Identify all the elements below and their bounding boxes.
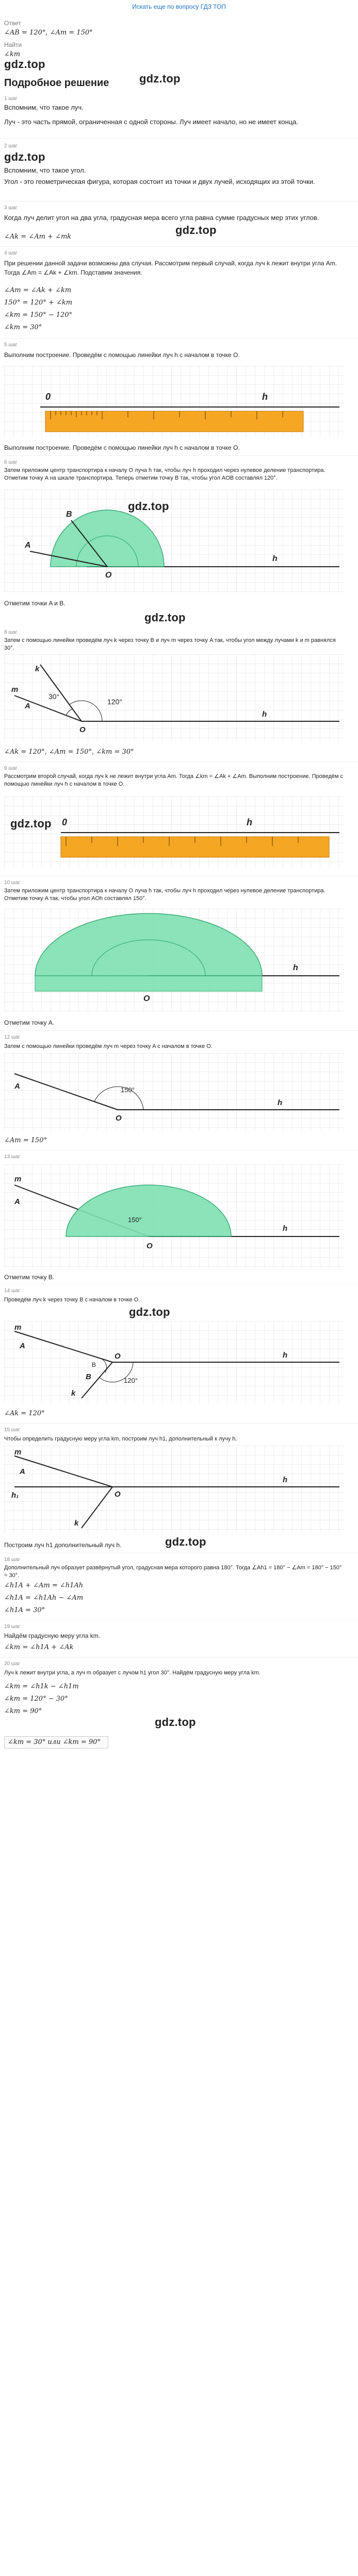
formula: ∠km = ∠h1A + ∠Ak [4, 1643, 74, 1651]
formula: ∠h1A + ∠Am = ∠h1Ah [4, 1582, 84, 1589]
related-questions-link[interactable]: Искать еще по вопросу ГДЗ ТОП [132, 3, 226, 10]
point-o-label: O [116, 1114, 122, 1123]
ray-h-label: h [283, 1476, 288, 1484]
point-b-label: B [66, 510, 72, 519]
watermark: gdz.top [175, 224, 217, 236]
step-text: Затем с помощью линейки проведём луч m через точку A с началом в точке O. [4, 1043, 213, 1049]
find-label: Найти [4, 41, 22, 48]
step-number: 15 шаг [4, 1427, 21, 1433]
point-a-label: A [14, 1197, 20, 1206]
step-number: 3 шаг [4, 205, 18, 211]
ray-h-label: h [262, 392, 268, 402]
point-b-label: B [86, 1372, 91, 1381]
point-o-label: O [143, 994, 150, 1003]
ray-k-label: k [71, 1389, 76, 1398]
point-o-label: O [147, 1242, 153, 1250]
step-text: Когда луч делит угол на два угла, градусная мера всего угла равна сумме градусных мер этих углов. [4, 214, 319, 222]
formula: 150° = 120° + ∠km [4, 299, 73, 307]
watermark: gdz.top [144, 611, 186, 624]
step-number: 10 шаг [4, 880, 21, 886]
step-text: Вспомним, что такое луч. [4, 104, 84, 111]
ray-h-label: h [293, 963, 298, 972]
step-text: Проведём луч k через точку B с началом в точке O. [4, 1297, 140, 1303]
step-text: Угол - это геометрическая фигура, которая состоит из точки и двух лучей, исходящих из этой точки. [4, 178, 315, 185]
angle-120-label: 120° [124, 1377, 138, 1384]
watermark: gdz.top [128, 500, 169, 513]
figure-angle-150 [4, 1053, 345, 1130]
step-text: Рассмотрим второй случай, когда луч k не лежит внутри угла Am. Тогда ∠km = ∠Ak + ∠Am. Выполним построение. Проведём с помощью линейки луч h с началом в точке O. [4, 773, 343, 787]
step-number: 13 шаг [4, 1154, 21, 1160]
angle-150-label: 150° [128, 1216, 142, 1224]
ruler-zero-label: 0 [45, 392, 51, 402]
ray-h-label: h [278, 1098, 283, 1107]
final-answer-box [4, 1736, 108, 1749]
result-line: ∠Ak = 120° [4, 1410, 45, 1417]
formula: ∠km = 120° − 30° [4, 1695, 68, 1703]
divider [0, 138, 358, 139]
formula: ∠km = 150° − 120° [4, 311, 73, 319]
ray-m-label: m [14, 1175, 22, 1183]
step-number: 12 шаг [4, 1035, 21, 1040]
point-o-label: O [105, 571, 112, 580]
step-text: Луч k лежит внутри угла, а луч m образует с лучом h1 угол 30°. Найдём градусную меру угла km. [4, 1670, 261, 1676]
figure-protractor-3 [4, 1164, 345, 1267]
step-text: Найдём градусную меру угла km. [4, 1632, 101, 1639]
step-number: 2 шаг [4, 143, 18, 149]
figure-protractor-2 [4, 909, 345, 1012]
step-number: 8 шаг [4, 630, 18, 635]
step-number: 1 шаг [4, 96, 18, 101]
formula: ∠km = ∠h1k − ∠h1m [4, 1683, 79, 1690]
step-text: Луч - это часть прямой, ограниченная с одной стороны. Луч имеет начало, но не имеет конца. [4, 118, 298, 126]
angle-30-label: 30° [48, 692, 60, 701]
final-answer: ∠km = 30° или ∠km = 90° [8, 1738, 101, 1746]
step-text: Затем с помощью линейки проведём луч k через точку B и луч m через точку A так, чтобы угол между лучами k и m равнялся 30°. [4, 637, 336, 651]
figure-angles-2 [4, 1321, 345, 1403]
angle-120-label: 120° [107, 698, 122, 706]
step-text: Выполним построение. Проведём с помощью линейки луч h с началом в точке O. [4, 351, 240, 359]
watermark: gdz.top [129, 1306, 170, 1318]
step-number: 9 шаг [4, 766, 18, 771]
step-text: Затем приложим центр транспортира к началу O луча h так, чтобы луч h проходил через нулевое деление транспортира. Отметим точку A на шкале транспортира. Теперь отметим точку B так, чтобы угол AOB составлял 120°. [4, 467, 326, 481]
step-text: При решении данной задачи возможны два случая. Рассмотрим первый случай, когда луч k лежит внутри угла Am. Тогда ∠Am = ∠Ak + ∠km. Подставим значения. [4, 260, 337, 276]
step-number: 5 шаг [4, 342, 18, 348]
result-line: ∠Am = 150° [4, 1137, 47, 1144]
result-line: ∠h1A = 30° [4, 1606, 45, 1614]
watermark: gdz.top [4, 150, 45, 163]
caption: Отметим точку A. [4, 1019, 55, 1026]
answer-label: Ответ [4, 20, 21, 27]
caption: Построим луч h1 дополнительный луч h. [4, 1541, 122, 1549]
figure-ruler-1 [4, 366, 345, 438]
divider [0, 761, 358, 762]
figure-angles-1 [4, 654, 345, 742]
formula: ∠h1A = ∠h1Ah − ∠Am [4, 1594, 84, 1602]
formula: ∠Am = ∠Ak + ∠km [4, 286, 72, 294]
ray-h-label: h [283, 1351, 288, 1360]
step-text: Затем приложим центр транспортира к началу O луча h так, чтобы луч h проходил через нулевое деление транспортира. Отметим точку A так, чтобы угол AOh составлял 150°. [4, 888, 326, 902]
ray-m-label: m [14, 1323, 22, 1332]
step-text: Вспомним, что такое угол. [4, 166, 86, 174]
watermark: gdz.top [165, 1535, 206, 1548]
point-o-label: O [79, 725, 86, 734]
ray-m-label: m [14, 1448, 22, 1456]
ray-h-label: h [247, 817, 252, 827]
watermark: gdz.top [10, 817, 52, 830]
point-a-label: A [25, 702, 30, 710]
point-a-label: A [20, 1342, 25, 1350]
formula: ∠Ak = ∠Am + ∠mk [4, 233, 72, 241]
find-line: ∠km [4, 50, 21, 58]
divider [0, 455, 358, 456]
divider [0, 246, 358, 247]
ray-h-label: h [262, 710, 267, 719]
angle-150-label: 150° [121, 1086, 135, 1094]
point-a-label: A [14, 1082, 20, 1091]
formula: ∠km = 90° [4, 1707, 42, 1715]
watermark: gdz.top [4, 58, 45, 71]
ray-k-label: k [74, 1519, 79, 1528]
step-number: 20 шаг [4, 1661, 21, 1667]
ray-h1-label: h₁ [11, 1491, 19, 1500]
point-o-label: O [115, 1490, 121, 1499]
step-number: 4 шаг [4, 250, 18, 256]
divider [0, 1030, 358, 1031]
point-o-label: O [115, 1352, 121, 1361]
point-a-label: A [20, 1467, 25, 1476]
step-number: 6 шаг [4, 460, 18, 465]
ray-m-label: m [11, 685, 19, 694]
answer-line: ∠AB = 120°, ∠Am = 150° [4, 29, 93, 37]
figure-ruler-2 [4, 796, 345, 869]
caption: Выполним построение. Проведём с помощью линейки луч h с началом в точке O. [4, 444, 240, 451]
result-line: ∠Ak = 120°, ∠Am = 150°, ∠km = 30° [4, 748, 134, 756]
step-number: 14 шаг [4, 1288, 21, 1294]
watermark: gdz.top [139, 72, 181, 85]
figure-angles-3 [4, 1446, 345, 1533]
caption: Отметим точку B. [4, 1274, 55, 1281]
ray-h-label: h [283, 1224, 288, 1233]
step-text: Чтобы определить градусную меру угла km, построим луч h1, дополнительный к лучу h. [4, 1436, 237, 1442]
figure-protractor-1 [4, 489, 345, 592]
point-a-label: A [25, 541, 31, 550]
step-number: 19 шаг [4, 1624, 21, 1630]
watermark: gdz.top [155, 1716, 196, 1728]
angle-b-label: B [92, 1361, 96, 1368]
ray-h-label: h [272, 554, 278, 563]
formula: ∠km = 30° [4, 324, 42, 331]
ruler-zero-label: 0 [62, 817, 68, 827]
detailed-title: Подробное решение [4, 77, 109, 89]
step-number: 18 шаг [4, 1557, 21, 1563]
step-text: Дополнительный луч образует развёрнутый угол, градусная мера которого равна 180°. Тогда ∠Ah1 = 180° − ∠Am = 180° − 150° = 30°. [4, 1565, 342, 1579]
ray-k-label: k [35, 665, 40, 673]
caption: Отметим точки A и B. [4, 600, 66, 607]
